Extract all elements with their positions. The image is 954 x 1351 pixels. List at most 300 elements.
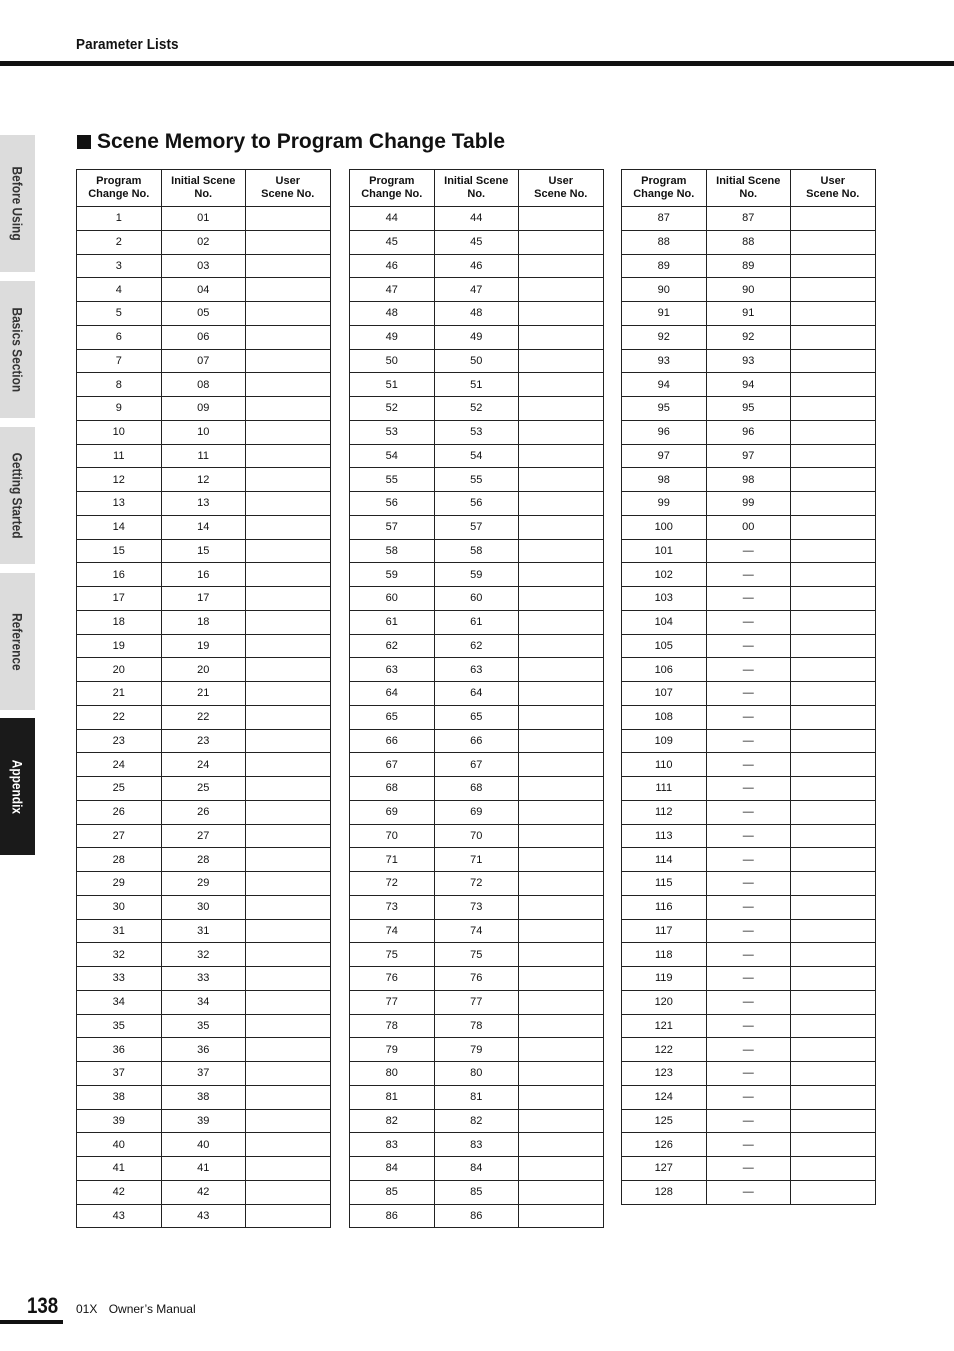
user-scene-cell[interactable] [519,278,604,302]
table-row [350,325,604,349]
user-scene-cell[interactable] [791,278,876,302]
user-scene-cell[interactable] [246,967,331,991]
user-scene-cell[interactable] [246,1038,331,1062]
header-line: User [548,175,573,187]
initial-scene-cell: 62 [434,634,519,658]
initial-scene-cell: 48 [434,302,519,326]
program-change-cell: 13 [77,492,162,516]
program-change-cell: 41 [77,1157,162,1181]
user-scene-cell[interactable] [246,373,331,397]
tab-getting-started[interactable] [0,427,35,564]
user-scene-cell[interactable] [246,943,331,967]
table-row [622,634,876,658]
table-row [350,1038,604,1062]
user-scene-cell[interactable] [246,444,331,468]
table-row [350,610,604,634]
program-change-cell: 24 [77,753,162,777]
table-row [622,587,876,611]
program-change-cell: 26 [77,800,162,824]
initial-scene-cell: 81 [434,1085,519,1109]
table-row [77,777,331,801]
header-line: Scene No. [534,188,588,200]
table-row [77,420,331,444]
program-change-cell: 14 [77,515,162,539]
table-row [350,420,604,444]
table-row [622,848,876,872]
tab-appendix[interactable] [0,718,35,855]
program-change-cell: 75 [350,943,435,967]
program-change-cell: 108 [622,705,707,729]
table-row [77,1180,331,1204]
table-row [77,634,331,658]
user-scene-cell[interactable] [519,943,604,967]
user-scene-cell[interactable] [519,587,604,611]
table-row [77,563,331,587]
user-scene-cell[interactable] [791,325,876,349]
user-scene-cell[interactable] [519,967,604,991]
user-scene-cell[interactable] [519,895,604,919]
table-row [622,397,876,421]
user-scene-cell[interactable] [246,634,331,658]
user-scene-cell[interactable] [246,278,331,302]
user-scene-cell[interactable] [246,325,331,349]
program-change-cell: 103 [622,587,707,611]
table-row [77,1133,331,1157]
program-change-cell: 15 [77,539,162,563]
user-scene-cell[interactable] [519,729,604,753]
user-scene-cell[interactable] [791,1180,876,1204]
initial-scene-cell: 16 [161,563,246,587]
program-change-cell: 72 [350,872,435,896]
user-scene-cell[interactable] [519,230,604,254]
user-scene-cell[interactable] [519,824,604,848]
program-change-cell: 92 [622,325,707,349]
user-scene-cell[interactable] [791,610,876,634]
initial-scene-cell: 92 [706,325,791,349]
user-scene-cell[interactable] [791,777,876,801]
program-change-cell: 87 [622,207,707,231]
user-scene-cell[interactable] [791,397,876,421]
table-row [622,824,876,848]
tab-label: Basics Section [9,307,26,392]
table-row [350,658,604,682]
user-scene-cell[interactable] [246,302,331,326]
user-scene-cell[interactable] [519,515,604,539]
initial-scene-cell: 18 [161,610,246,634]
program-change-cell: 125 [622,1109,707,1133]
program-change-cell: 43 [77,1204,162,1228]
program-change-cell: 25 [77,777,162,801]
table-row [350,468,604,492]
user-scene-cell[interactable] [246,729,331,753]
user-scene-cell[interactable] [246,990,331,1014]
initial-scene-cell: 66 [434,729,519,753]
user-scene-cell[interactable] [791,634,876,658]
table-row [350,515,604,539]
user-scene-cell[interactable] [519,254,604,278]
user-scene-cell[interactable] [246,1085,331,1109]
header-line: Initial Scene [716,175,781,187]
table-row [622,373,876,397]
user-scene-cell[interactable] [246,587,331,611]
table-row [622,753,876,777]
user-scene-cell[interactable] [791,895,876,919]
user-scene-cell[interactable] [246,468,331,492]
initial-scene-cell: — [706,872,791,896]
initial-scene-cell: 61 [434,610,519,634]
table-row [77,919,331,943]
user-scene-cell[interactable] [791,1014,876,1038]
program-change-cell: 37 [77,1062,162,1086]
user-scene-cell[interactable] [246,1180,331,1204]
initial-scene-cell: 73 [434,895,519,919]
user-scene-cell[interactable] [791,373,876,397]
user-scene-cell[interactable] [519,373,604,397]
user-scene-cell[interactable] [246,682,331,706]
program-change-cell: 10 [77,420,162,444]
user-scene-cell[interactable] [519,397,604,421]
user-scene-cell[interactable] [246,658,331,682]
user-scene-cell[interactable] [246,349,331,373]
initial-scene-cell: 14 [161,515,246,539]
program-change-cell: 65 [350,705,435,729]
section-title-text: Scene Memory to Program Change Table [97,130,506,153]
program-change-cell: 111 [622,777,707,801]
program-change-cell: 120 [622,990,707,1014]
program-change-cell: 104 [622,610,707,634]
initial-scene-cell: 72 [434,872,519,896]
user-scene-cell[interactable] [791,1133,876,1157]
user-scene-cell[interactable] [519,1062,604,1086]
tab-basics-section[interactable] [0,281,35,418]
program-change-cell: 127 [622,1157,707,1181]
user-scene-cell[interactable] [519,1085,604,1109]
user-scene-cell[interactable] [791,1157,876,1181]
initial-scene-cell: 98 [706,468,791,492]
user-scene-cell[interactable] [791,1038,876,1062]
table-row [622,1085,876,1109]
user-scene-cell[interactable] [791,444,876,468]
table-row [622,1133,876,1157]
program-change-cell: 29 [77,872,162,896]
user-scene-cell[interactable] [246,919,331,943]
initial-scene-cell: — [706,824,791,848]
table-row [350,492,604,516]
program-change-cell: 57 [350,515,435,539]
header-line: Scene No. [261,188,315,200]
program-change-cell: 4 [77,278,162,302]
header-user-scene-no [519,170,604,207]
user-scene-cell[interactable] [519,492,604,516]
user-scene-cell[interactable] [246,230,331,254]
initial-scene-cell: — [706,1157,791,1181]
table-row [350,1157,604,1181]
program-change-cell: 27 [77,824,162,848]
table-row [350,1062,604,1086]
initial-scene-cell: 22 [161,705,246,729]
table-row [77,1014,331,1038]
table-row [622,515,876,539]
initial-scene-cell: — [706,587,791,611]
user-scene-cell[interactable] [791,943,876,967]
user-scene-cell[interactable] [519,563,604,587]
user-scene-cell[interactable] [519,777,604,801]
program-change-cell: 20 [77,658,162,682]
user-scene-cell[interactable] [791,705,876,729]
user-scene-cell[interactable] [519,610,604,634]
user-scene-cell[interactable] [791,420,876,444]
program-change-cell: 21 [77,682,162,706]
header-line: No. [194,188,213,200]
table-row [77,207,331,231]
user-scene-cell[interactable] [519,444,604,468]
initial-scene-cell: 56 [434,492,519,516]
user-scene-cell[interactable] [519,207,604,231]
user-scene-cell[interactable] [791,207,876,231]
user-scene-cell[interactable] [519,705,604,729]
user-scene-cell[interactable] [519,420,604,444]
program-change-cell: 77 [350,990,435,1014]
user-scene-cell[interactable] [791,563,876,587]
initial-scene-cell: 07 [161,349,246,373]
initial-scene-cell: 71 [434,848,519,872]
table-row [622,1038,876,1062]
table-row [350,800,604,824]
user-scene-cell[interactable] [246,753,331,777]
program-change-cell: 45 [350,230,435,254]
program-change-cell: 115 [622,872,707,896]
user-scene-cell[interactable] [791,729,876,753]
user-scene-cell[interactable] [791,990,876,1014]
program-change-cell: 19 [77,634,162,658]
user-scene-cell[interactable] [791,539,876,563]
scene-table-3 [621,169,876,1205]
initial-scene-cell: 53 [434,420,519,444]
user-scene-cell[interactable] [519,302,604,326]
user-scene-cell[interactable] [519,658,604,682]
program-change-cell: 54 [350,444,435,468]
user-scene-cell[interactable] [791,1085,876,1109]
user-scene-cell[interactable] [246,492,331,516]
initial-scene-cell: 06 [161,325,246,349]
user-scene-cell[interactable] [246,515,331,539]
user-scene-cell[interactable] [519,325,604,349]
initial-scene-cell: 08 [161,373,246,397]
user-scene-cell[interactable] [791,587,876,611]
header-line: Initial Scene [171,175,236,187]
user-scene-cell[interactable] [246,563,331,587]
user-scene-cell[interactable] [791,753,876,777]
initial-scene-cell: 69 [434,800,519,824]
user-scene-cell[interactable] [246,1109,331,1133]
initial-scene-cell: 19 [161,634,246,658]
table-row [77,492,331,516]
program-change-cell: 18 [77,610,162,634]
user-scene-cell[interactable] [791,848,876,872]
user-scene-cell[interactable] [246,705,331,729]
initial-scene-cell: 15 [161,539,246,563]
table-row [350,634,604,658]
initial-scene-cell: 28 [161,848,246,872]
user-scene-cell[interactable] [791,824,876,848]
table-row [622,207,876,231]
program-change-cell: 84 [350,1157,435,1181]
user-scene-cell[interactable] [791,492,876,516]
user-scene-cell[interactable] [246,254,331,278]
initial-scene-cell: 38 [161,1085,246,1109]
program-change-cell: 51 [350,373,435,397]
program-change-cell: 76 [350,967,435,991]
table-row [622,1062,876,1086]
user-scene-cell[interactable] [246,1014,331,1038]
user-scene-cell[interactable] [519,800,604,824]
initial-scene-cell: 03 [161,254,246,278]
program-change-cell: 121 [622,1014,707,1038]
user-scene-cell[interactable] [519,468,604,492]
initial-scene-cell: 68 [434,777,519,801]
program-change-cell: 116 [622,895,707,919]
user-scene-cell[interactable] [246,420,331,444]
user-scene-cell[interactable] [519,872,604,896]
user-scene-cell[interactable] [246,872,331,896]
tab-label: Reference [9,612,26,671]
initial-scene-cell: 80 [434,1062,519,1086]
initial-scene-cell: 65 [434,705,519,729]
initial-scene-cell: 32 [161,943,246,967]
user-scene-cell[interactable] [791,468,876,492]
user-scene-cell[interactable] [246,207,331,231]
initial-scene-cell: 11 [161,444,246,468]
tab-before-using[interactable] [0,135,35,272]
initial-scene-cell: — [706,1014,791,1038]
table-row [77,587,331,611]
user-scene-cell[interactable] [246,397,331,421]
user-scene-cell[interactable] [246,1062,331,1086]
table-row [350,848,604,872]
user-scene-cell[interactable] [519,753,604,777]
table-row [350,872,604,896]
user-scene-cell[interactable] [519,1133,604,1157]
initial-scene-cell: — [706,943,791,967]
user-scene-cell[interactable] [791,919,876,943]
user-scene-cell[interactable] [519,848,604,872]
user-scene-cell[interactable] [791,1109,876,1133]
table-row [350,373,604,397]
user-scene-cell[interactable] [246,895,331,919]
user-scene-cell[interactable] [791,515,876,539]
program-change-cell: 56 [350,492,435,516]
user-scene-cell[interactable] [791,349,876,373]
square-bullet-icon [77,135,91,149]
header-initial-scene-no [161,170,246,207]
initial-scene-cell: 82 [434,1109,519,1133]
table-row [350,539,604,563]
user-scene-cell[interactable] [791,967,876,991]
initial-scene-cell: 30 [161,895,246,919]
initial-scene-cell: — [706,539,791,563]
user-scene-cell[interactable] [519,990,604,1014]
user-scene-cell[interactable] [791,658,876,682]
table-row [77,990,331,1014]
table-row [350,753,604,777]
user-scene-cell[interactable] [791,230,876,254]
user-scene-cell[interactable] [791,682,876,706]
user-scene-cell[interactable] [791,872,876,896]
initial-scene-cell: — [706,1180,791,1204]
user-scene-cell[interactable] [519,1204,604,1228]
user-scene-cell[interactable] [246,1204,331,1228]
user-scene-cell[interactable] [519,682,604,706]
program-change-cell: 3 [77,254,162,278]
program-change-cell: 82 [350,1109,435,1133]
initial-scene-cell: 86 [434,1204,519,1228]
user-scene-cell[interactable] [246,800,331,824]
table-row [622,895,876,919]
user-scene-cell[interactable] [246,777,331,801]
header-line: Change No. [361,188,423,200]
initial-scene-cell: 02 [161,230,246,254]
user-scene-cell[interactable] [519,1157,604,1181]
program-change-cell: 66 [350,729,435,753]
table-row [350,254,604,278]
user-scene-cell[interactable] [791,800,876,824]
table-row [350,349,604,373]
user-scene-cell[interactable] [519,1038,604,1062]
header-program-change-no [622,170,707,207]
user-scene-cell[interactable] [246,610,331,634]
program-change-cell: 52 [350,397,435,421]
user-scene-cell[interactable] [519,1109,604,1133]
program-change-cell: 73 [350,895,435,919]
user-scene-cell[interactable] [791,302,876,326]
program-change-cell: 62 [350,634,435,658]
user-scene-cell[interactable] [246,824,331,848]
program-change-cell: 42 [77,1180,162,1204]
tab-reference[interactable] [0,573,35,710]
program-change-cell: 33 [77,967,162,991]
program-change-cell: 35 [77,1014,162,1038]
initial-scene-cell: 87 [706,207,791,231]
user-scene-cell[interactable] [791,1062,876,1086]
initial-scene-cell: 24 [161,753,246,777]
table-row [77,373,331,397]
program-change-cell: 28 [77,848,162,872]
table-row [77,325,331,349]
user-scene-cell[interactable] [519,1014,604,1038]
user-scene-cell[interactable] [791,254,876,278]
user-scene-cell[interactable] [246,848,331,872]
user-scene-cell[interactable] [519,349,604,373]
user-scene-cell[interactable] [246,539,331,563]
user-scene-cell[interactable] [246,1133,331,1157]
initial-scene-cell: 45 [434,230,519,254]
user-scene-cell[interactable] [519,539,604,563]
user-scene-cell[interactable] [246,1157,331,1181]
page-rule [0,1320,63,1324]
initial-scene-cell: — [706,1133,791,1157]
table-row [77,610,331,634]
user-scene-cell[interactable] [519,919,604,943]
initial-scene-cell: 41 [161,1157,246,1181]
program-change-cell: 85 [350,1180,435,1204]
user-scene-cell[interactable] [519,1180,604,1204]
table-row [77,1085,331,1109]
table-row [622,1157,876,1181]
initial-scene-cell: 29 [161,872,246,896]
user-scene-cell[interactable] [519,634,604,658]
program-change-cell: 22 [77,705,162,729]
program-change-cell: 47 [350,278,435,302]
